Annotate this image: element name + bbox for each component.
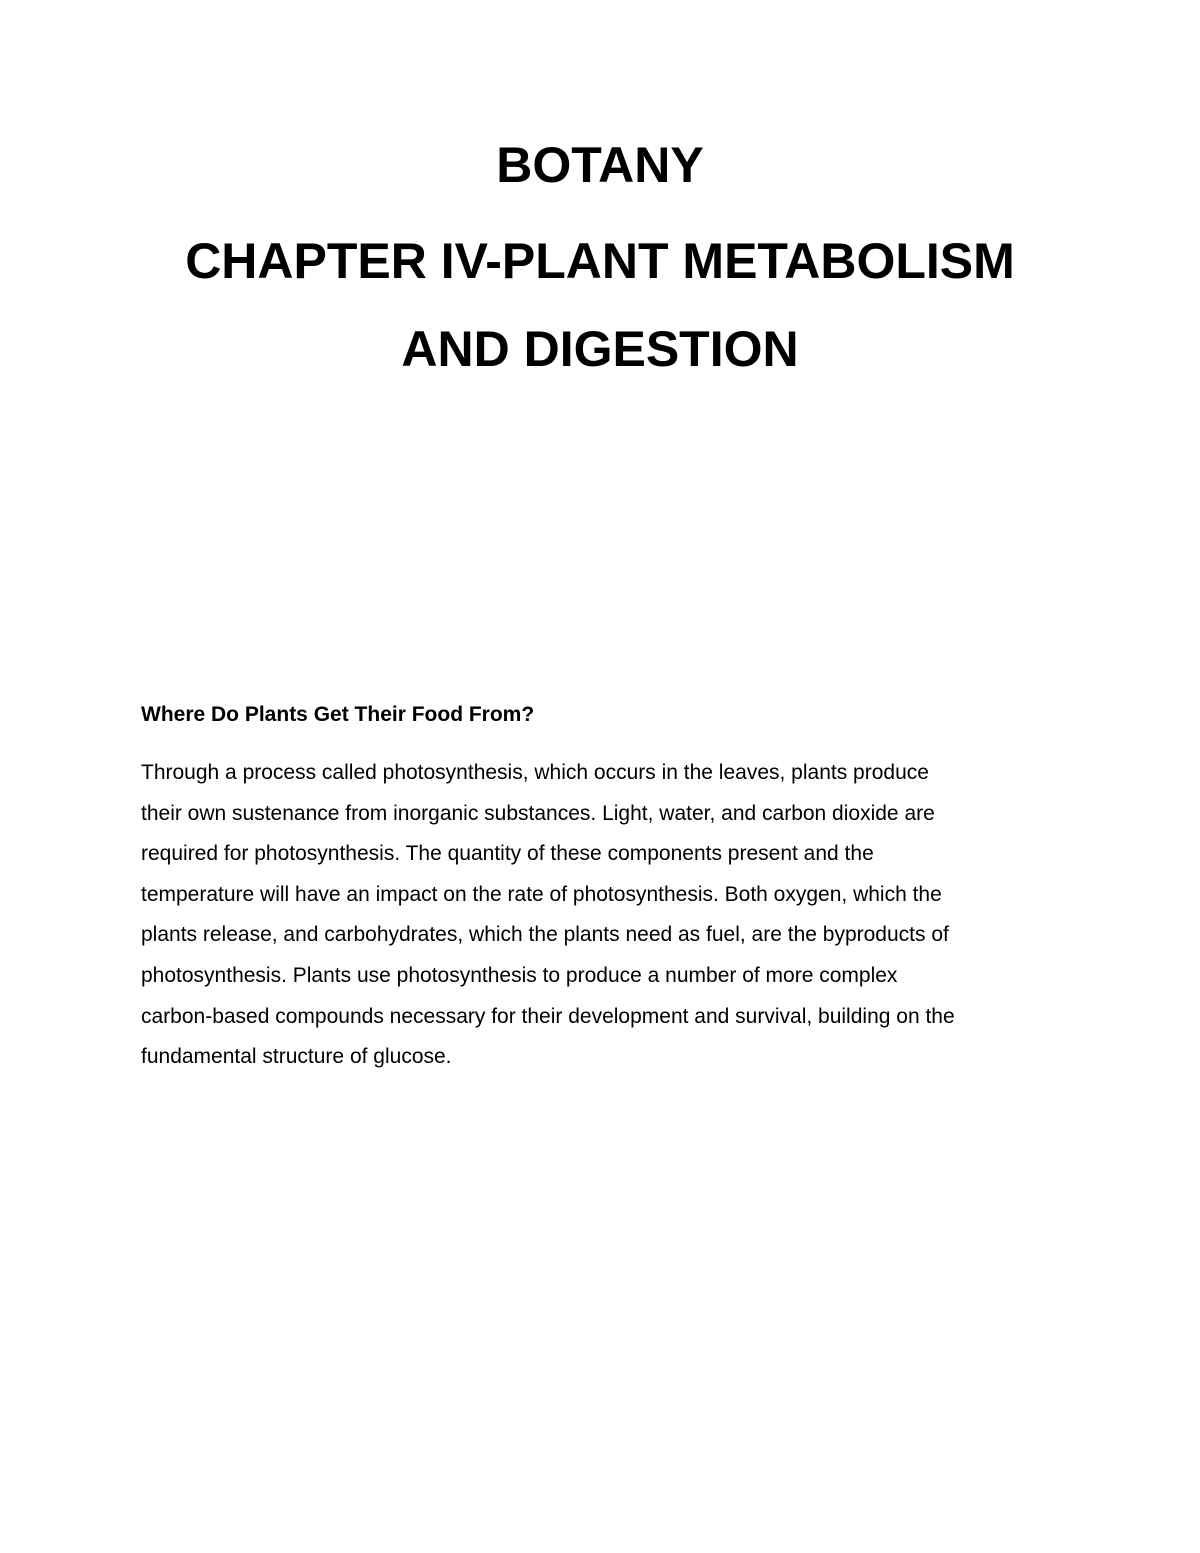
paragraph-line: Through a process called photosynthesis, which occurs in the leaves, plants produce xyxy=(141,761,929,784)
paragraph-line: required for photosynthesis. The quantity of these components present and the xyxy=(141,842,874,866)
chapter-title-line-1: CHAPTER IV-PLANT METABOLISM xyxy=(185,233,1015,289)
chapter-title-line-2: AND DIGESTION xyxy=(401,321,799,377)
paragraph-line: temperature will have an impact on the rate of photosynthesis. Both oxygen, which the xyxy=(141,882,942,906)
paragraph-line: photosynthesis. Plants use photosynthesis to produce a number of more complex xyxy=(141,963,898,987)
body-paragraph xyxy=(141,753,1071,1078)
paragraph-line: fundamental structure of glucose. xyxy=(141,1045,452,1069)
section-heading: Where Do Plants Get Their Food From? xyxy=(141,703,535,726)
document-title: BOTANY xyxy=(496,137,704,193)
paragraph-line: their own sustenance from inorganic substances. Light, water, and carbon dioxide are xyxy=(141,801,935,825)
title-block xyxy=(0,138,1200,377)
paragraph-line: plants release, and carbohydrates, which the plants need as fuel, are the byproducts of xyxy=(141,923,949,947)
paragraph-line: carbon-based compounds necessary for their development and survival, building on the xyxy=(141,1004,955,1028)
